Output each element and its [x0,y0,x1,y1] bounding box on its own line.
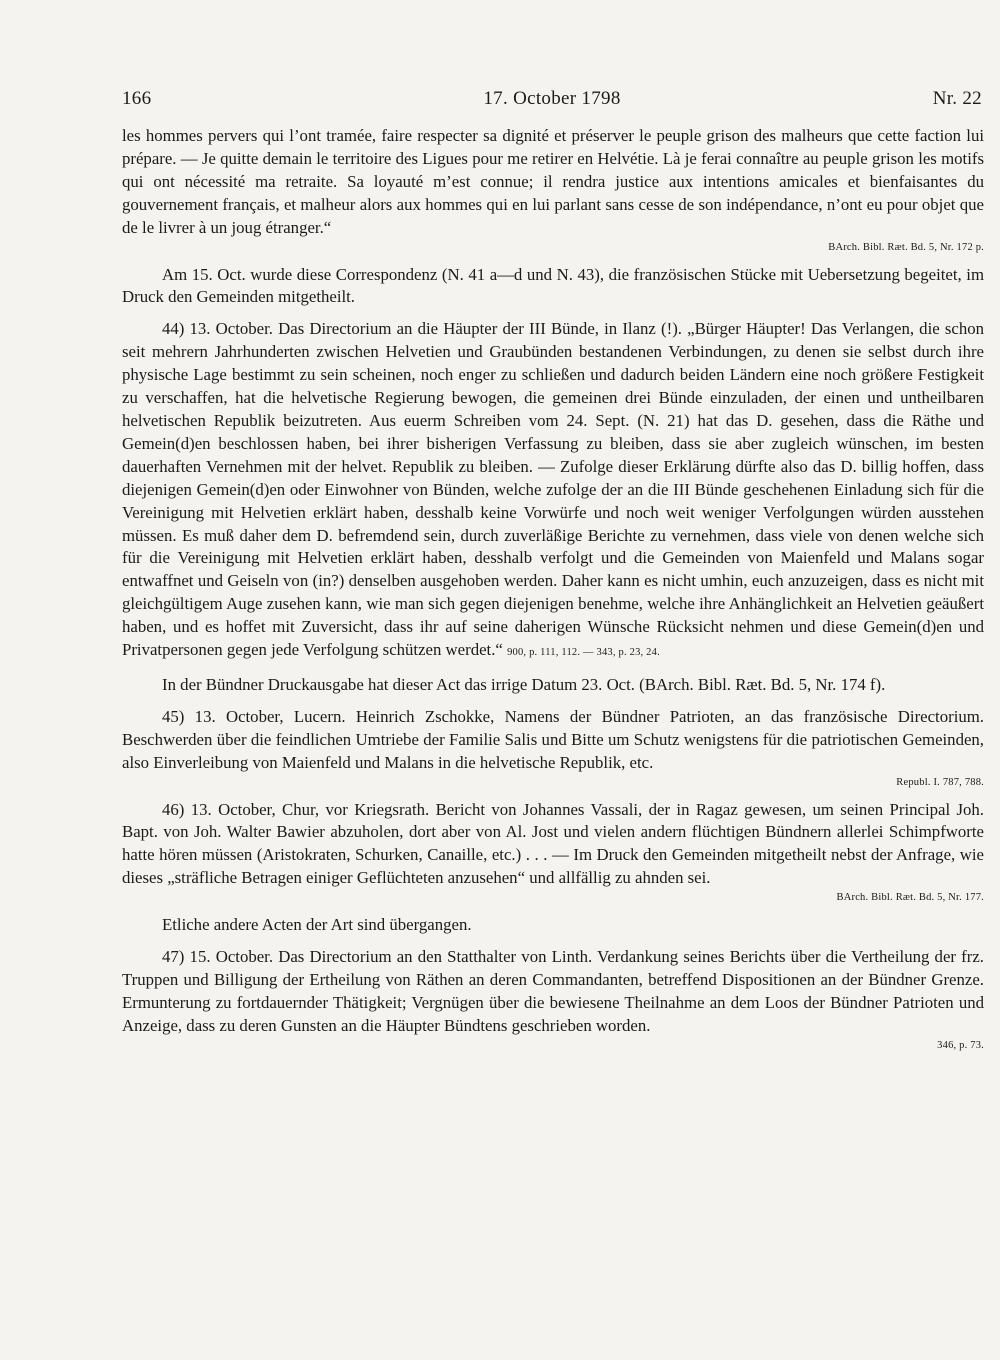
paragraph-correspondence-note: Am 15. Oct. wurde diese Correspondenz (N. 41 a—d und N. 43), die französischen Stücke mit Uebersetzung begeitet, im Druck den Gemeinden mitgetheilt. [122,264,984,307]
source-reference: 346, p. 73. [937,1039,984,1051]
paragraph-entry-47: 47) 15. October. Das Directorium an den Statthalter von Linth. Verdankung seines Berichts über die Vertheilung der frz. Truppen und Billigung der Ertheilung von Räthen an deren Commandanten, betreffend Dispositionen an der Bündner Grenze. Ermunterung zu fortdauernder Thätigkeit; Vergnügen über die bewiesene Theilnahme an dem Loos der Bündner Patrioten und Anzeige, dass zu deren Gunsten an die Häupter Bündtens geschrieben worden. [122,947,984,1035]
paragraph-entry-46: 46) 13. October, Chur, vor Kriegsrath. Bericht von Johannes Vassali, der in Ragaz gewesen, um seinen Principal Joh. Bapt. von Joh. Walter Bawier abzuholen, dort aber von Al. Jost und vielen andern flüchtigen Bündnern allerlei Schimpfworte hatte hören müssen (Aristokraten, Schurken, Canaille, etc.) . . . — Im Druck den Gemeinden mitgetheilt nebst der Anfrage, wie dieses „sträfliche Betragen einiger Geflüchteten anzusehen“ und allfällig zu ahnden sei. [122,799,984,888]
entry-44-text: 44) 13. October. Das Directorium an die Häupter der III Bünde, in Ilanz (!). „Bürger Häupter! Das Verlangen, die schon seit mehrern Jahrhunderten zwischen Helvetien und Graubünden bestandenen Verbindungen, zu denen sie selbst durch ihre physische Lage bestimmt zu sein scheinen, noch enger zu schließen und dadurch beiden Ländern eine noch größere Festigkeit zu verschaffen, hat die helvetische Regierung bewogen, die gemeinen drei Bünde einzuladen, der einen und untheilbaren helvetischen Republik beizutreten. Aus euerm Schreiben vom 24. Sept. (N. 21) hat das D. gesehen, dass die Räthe und Gemein(d)en beschlossen haben, bei ihrer bisherigen Verfassung zu bleiben, dass sie aber zugleich wünschen, im besten dauerhaften Vernehmen mit der helvet. Republik zu bleiben. — Zufolge dieser Erklärung dürfte also das D. billig hoffen, dass diejenigen Gemein(d)en oder Einwohner von Bünden, welche zufolge der an die III Bünde geschehenen Einladung sich für die Vereinigung mit Helvetien erklärt haben, desshalb keine Vorwürfe und noch weit weniger Verfolgungen würden ausstehen müssen. Es muß daher dem D. befremdend sein, durch zuverläßige Berichte zu vernehmen, dass viele von denen welche sich für die Vereinigung mit Helvetien erklärt haben, desshalb verfolgt und die Gemeinden von Maienfeld und Malans sogar entwaffnet und Geiseln von (in?) denselben ausgehoben werden. Daher kann es nicht umhin, euch anzuzeigen, dass es nicht mit gleichgültigem Auge zusehen kann, wie man sich gegen diejenigen benehme, welche ihre Anhänglichkeit an Helvetien geäußert haben, und es hoffet mit Zuversicht, dass ihr auf seine daherigen Wünsche Rücksicht nehmen und diese Gemein(d)en und Privatpersonen gegen jede Verfolgung schützen werdet.“ [122,319,984,660]
paragraph-entry-44 [122,318,984,665]
paragraph-french-quote-end: les hommes pervers qui l’ont tramée, faire respecter sa dignité et préserver le peuple grison des malheurs que cette faction lui prépare. — Je quitte demain le territoire des Ligues pour me retirer en Helvétie. Là je ferai connaître au peuple grison les motifs qui ont nécessité ma retraite. Sa loyauté m’est connue; il rendra justice aux intentions amicales et bienfaisantes du gouvernement français, et malheur alors aux hommes qui en lui parlant sans cesse de son indépendance, n’ont eu pour objet que de le livrer à un joug étranger.“ [122,126,984,237]
page-body [122,125,984,1053]
source-reference: BArch. Bibl. Ræt. Bd. 5, Nr. 177. [836,892,984,904]
page-number: 166 [122,88,152,109]
paragraph-print-edition-note: In der Bündner Druckausgabe hat dieser Act das irrige Datum 23. Oct. (BArch. Bibl. Ræt. Bd. 5, Nr. 174 f). [162,674,886,694]
source-reference: 900, p. 111, 112. — 343, p. 23, 24. [507,647,660,659]
document-number: Nr. 22 [932,88,982,109]
paragraph-omitted-acts: Etliche andere Acten der Art sind übergangen. [162,915,472,935]
running-header [122,88,982,118]
header-date: 17. October 1798 [483,88,621,109]
paragraph-entry-45: 45) 13. October, Lucern. Heinrich Zschokke, Namens der Bündner Patrioten, an das französische Directorium. Beschwerden über die feindlichen Umtriebe der Familie Salis und Bitte um Schutz wenigstens für die patriotischen Gemeinden, also Einverleibung von Maienfeld und Malans in die helvetische Republik, etc. [122,706,984,772]
source-reference: Republ. I. 787, 788. [896,776,984,788]
source-reference: BArch. Bibl. Ræt. Bd. 5, Nr. 172 p. [828,241,984,253]
